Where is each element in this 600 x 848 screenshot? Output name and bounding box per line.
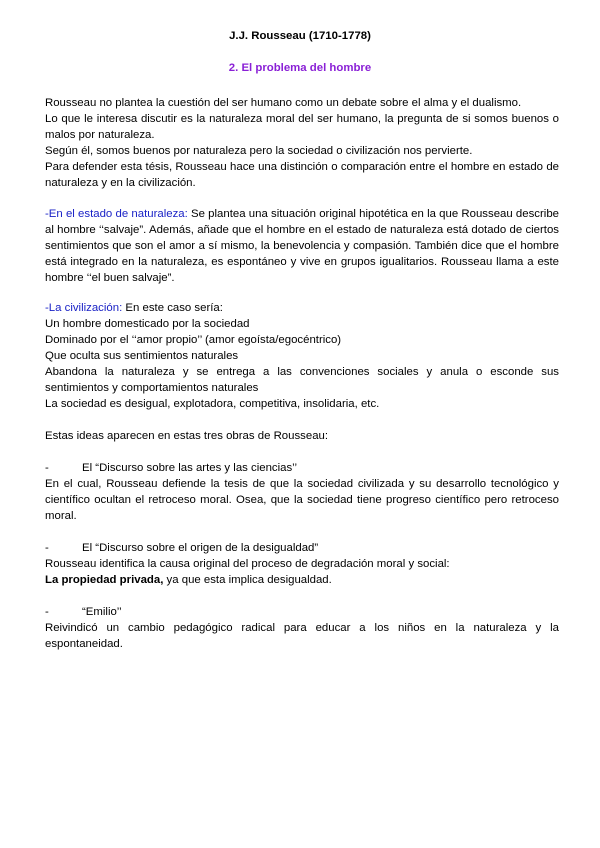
document-title: J.J. Rousseau (1710-1778): [229, 30, 371, 42]
obras-intro: Estas ideas aparecen en estas tres obras de Rousseau:: [45, 430, 329, 442]
obra-title: El “Discurso sobre las artes y las ciencias’’: [82, 462, 298, 474]
civilizacion-item: Abandona la naturaleza y se entrega a las convenciones sociales y anula o esconde sus sentimientos y comportamientos naturales: [45, 366, 559, 394]
civilizacion-heading: [45, 300, 559, 316]
obra-discurso-desigualdad: [45, 540, 559, 588]
obra-conclusion: [45, 572, 559, 588]
obra-description: Rousseau identifica la causa original del proceso de degradación moral y social:: [45, 558, 450, 570]
propiedad-privada-bold: La propiedad privada,: [45, 574, 164, 586]
intro-line: Lo que le interesa discutir es la naturaleza moral del ser humano, la pregunta de si somos buenos o malos por naturaleza.: [45, 113, 559, 141]
bullet-dash: -: [45, 606, 49, 618]
bullet-dash: -: [45, 542, 49, 554]
civilizacion-paragraph: [45, 300, 559, 412]
intro-paragraph: [45, 95, 559, 191]
bullet-dash: -: [45, 462, 49, 474]
obra-title-row: [45, 540, 559, 556]
obra-emilio: [45, 604, 559, 652]
intro-line: Rousseau no plantea la cuestión del ser humano como un debate sobre el alma y el dualismo.: [45, 97, 522, 109]
civilizacion-label: -La civilización:: [45, 302, 123, 314]
estado-naturaleza-label: -En el estado de naturaleza:: [45, 208, 188, 220]
obra-title: “Emilio’’: [82, 606, 122, 618]
obra-description: Reivindicó un cambio pedagógico radical para educar a los niños en la naturaleza y la espontaneidad.: [45, 622, 559, 650]
obra-title-row: [45, 460, 559, 476]
obra-title: El “Discurso sobre el origen de la desigualdad”: [82, 542, 319, 554]
obra-title-row: [45, 604, 559, 620]
intro-line: Según él, somos buenos por naturaleza pero la sociedad o civilización nos pervierte.: [45, 145, 473, 157]
civilizacion-item: La sociedad es desigual, explotadora, competitiva, insolidaria, etc.: [45, 398, 380, 410]
civilizacion-item: Dominado por el ‘‘amor propio’’ (amor egoísta/egocéntrico): [45, 334, 342, 346]
civilizacion-item: Un hombre domesticado por la sociedad: [45, 318, 250, 330]
intro-line: Para defender esta tésis, Rousseau hace una distinción o comparación entre el hombre en estado de naturaleza y en la civilización.: [45, 161, 559, 189]
civilizacion-intro: En este caso sería:: [122, 302, 223, 314]
section-title: 2. El problema del hombre: [228, 62, 372, 74]
obra-discurso-artes: [45, 460, 559, 524]
estado-naturaleza-paragraph: [45, 206, 559, 286]
obra-description: En el cual, Rousseau defiende la tesis de que la sociedad civilizada y su desarrollo tecnológico y científico ocultan el retroceso moral. Osea, que la sociedad tiene progreso científico pero retroceso moral.: [45, 478, 559, 522]
estado-naturaleza-text: Se plantea una situación original hipotética en la que Rousseau describe al hombre ‘‘salvaje”. Además, añade que el hombre en el estado de naturaleza está dotado de ciertos sentimientos que son el amor a sí mismo, la benevolencia y compasión. También dice que el hombre está integrado en la naturaleza, es espontáneo y vive en grupos igualitarios. Rousseau llama a este hombre ‘‘el buen salvaje”.: [45, 208, 559, 284]
civilizacion-item: Que oculta sus sentimientos naturales: [45, 350, 239, 362]
obra-conclusion-text: ya que esta implica desigualdad.: [163, 574, 332, 586]
